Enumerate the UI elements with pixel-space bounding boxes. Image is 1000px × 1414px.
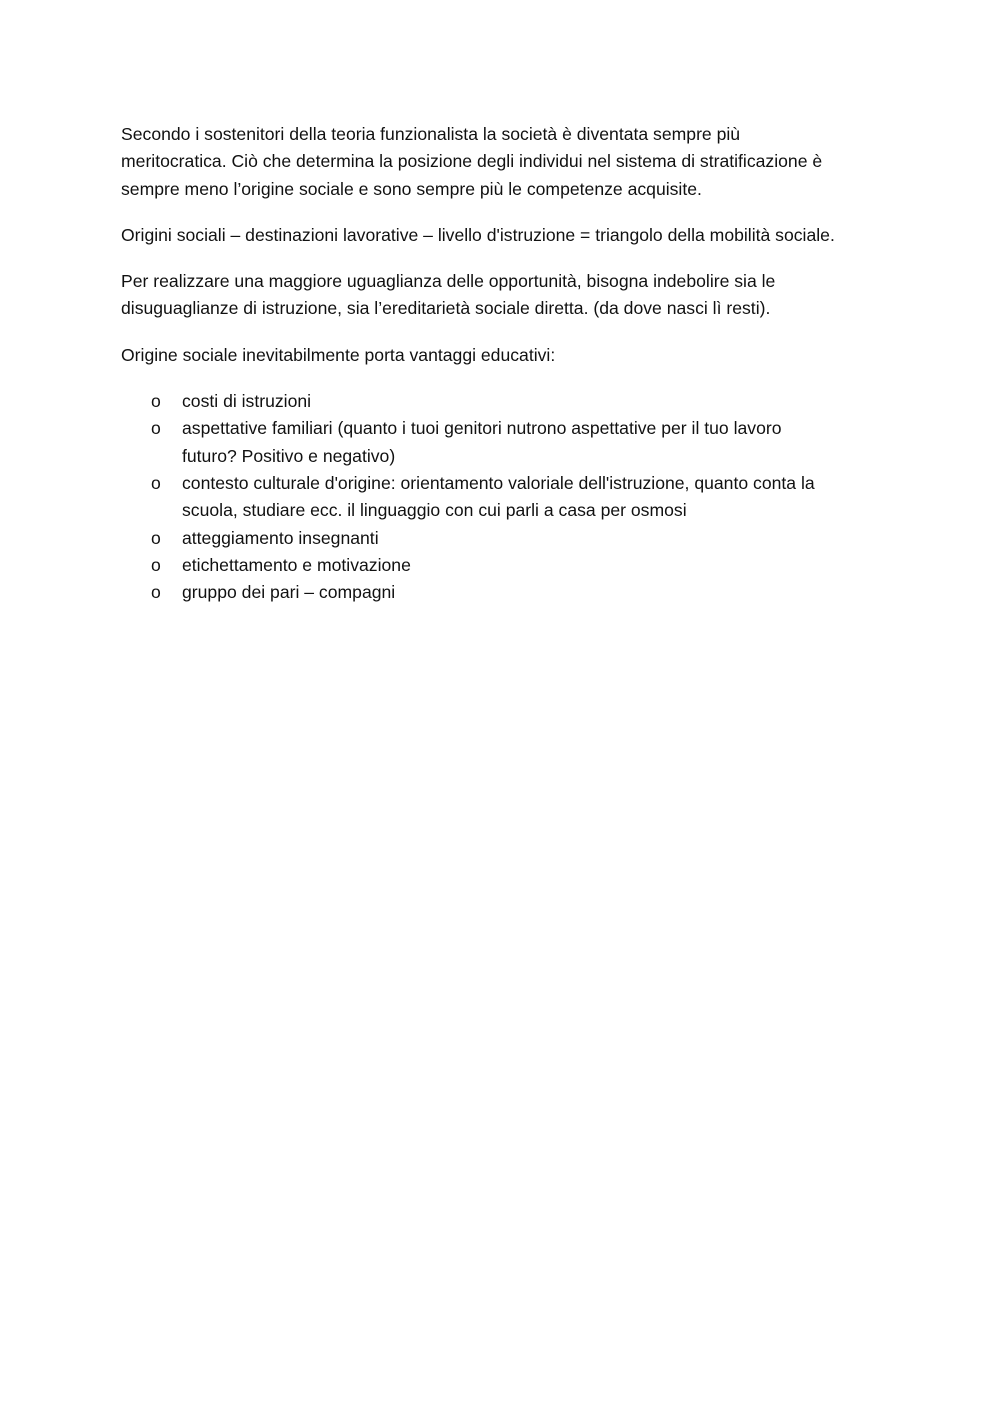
text-line: disuguaglianze di istruzione, sia l’ereditarietà sociale diretta. (da dove nasci lì resti). (121, 298, 771, 319)
bullet-marker: o (151, 418, 161, 439)
list-item-text: futuro? Positivo e negativo) (182, 445, 396, 466)
text-line: Per realizzare una maggiore uguaglianza delle opportunità, bisogna indebolire sia le (121, 271, 776, 292)
text-line: Origini sociali – destinazioni lavorative – livello d'istruzione = triangolo della mobilità sociale. (121, 224, 835, 245)
list-item-text: etichettamento e motivazione (182, 554, 411, 575)
bullet-marker: o (151, 554, 161, 575)
list-item (121, 552, 891, 579)
list-item-text: aspettative familiari (quanto i tuoi genitori nutrono aspettative per il tuo lavoro (182, 418, 782, 439)
list-item-text: gruppo dei pari – compagni (182, 582, 396, 603)
document-body (121, 121, 891, 606)
bullet-marker: o (151, 391, 161, 412)
paragraph-educational-advantages (121, 342, 891, 369)
bullet-marker: o (151, 527, 161, 548)
bullet-list (121, 388, 891, 606)
list-item-text: costi di istruzioni (182, 391, 312, 412)
text-line: sempre meno l’origine sociale e sono sempre più le competenze acquisite. (121, 178, 702, 199)
list-item (121, 415, 891, 470)
bullet-marker: o (151, 582, 161, 603)
paragraph-equal-opportunity (121, 268, 891, 323)
list-item (121, 579, 891, 606)
paragraph-mobility-triangle (121, 222, 891, 249)
list-item-text: contesto culturale d'origine: orientamento valoriale dell'istruzione, quanto conta la (182, 472, 815, 493)
paragraph-functionalist-theory (121, 121, 891, 203)
text-line: Origine sociale inevitabilmente porta vantaggi educativi: (121, 344, 556, 365)
list-item-text: atteggiamento insegnanti (182, 527, 379, 548)
list-item-text: scuola, studiare ecc. il linguaggio con cui parli a casa per osmosi (182, 500, 687, 521)
text-line: meritocratica. Ciò che determina la posizione degli individui nel sistema di stratificazione è (121, 151, 823, 172)
bullet-marker: o (151, 472, 161, 493)
text-line: Secondo i sostenitori della teoria funzionalista la società è diventata sempre più (121, 124, 741, 144)
list-item (121, 525, 891, 552)
list-item (121, 388, 891, 415)
list-item (121, 470, 891, 525)
